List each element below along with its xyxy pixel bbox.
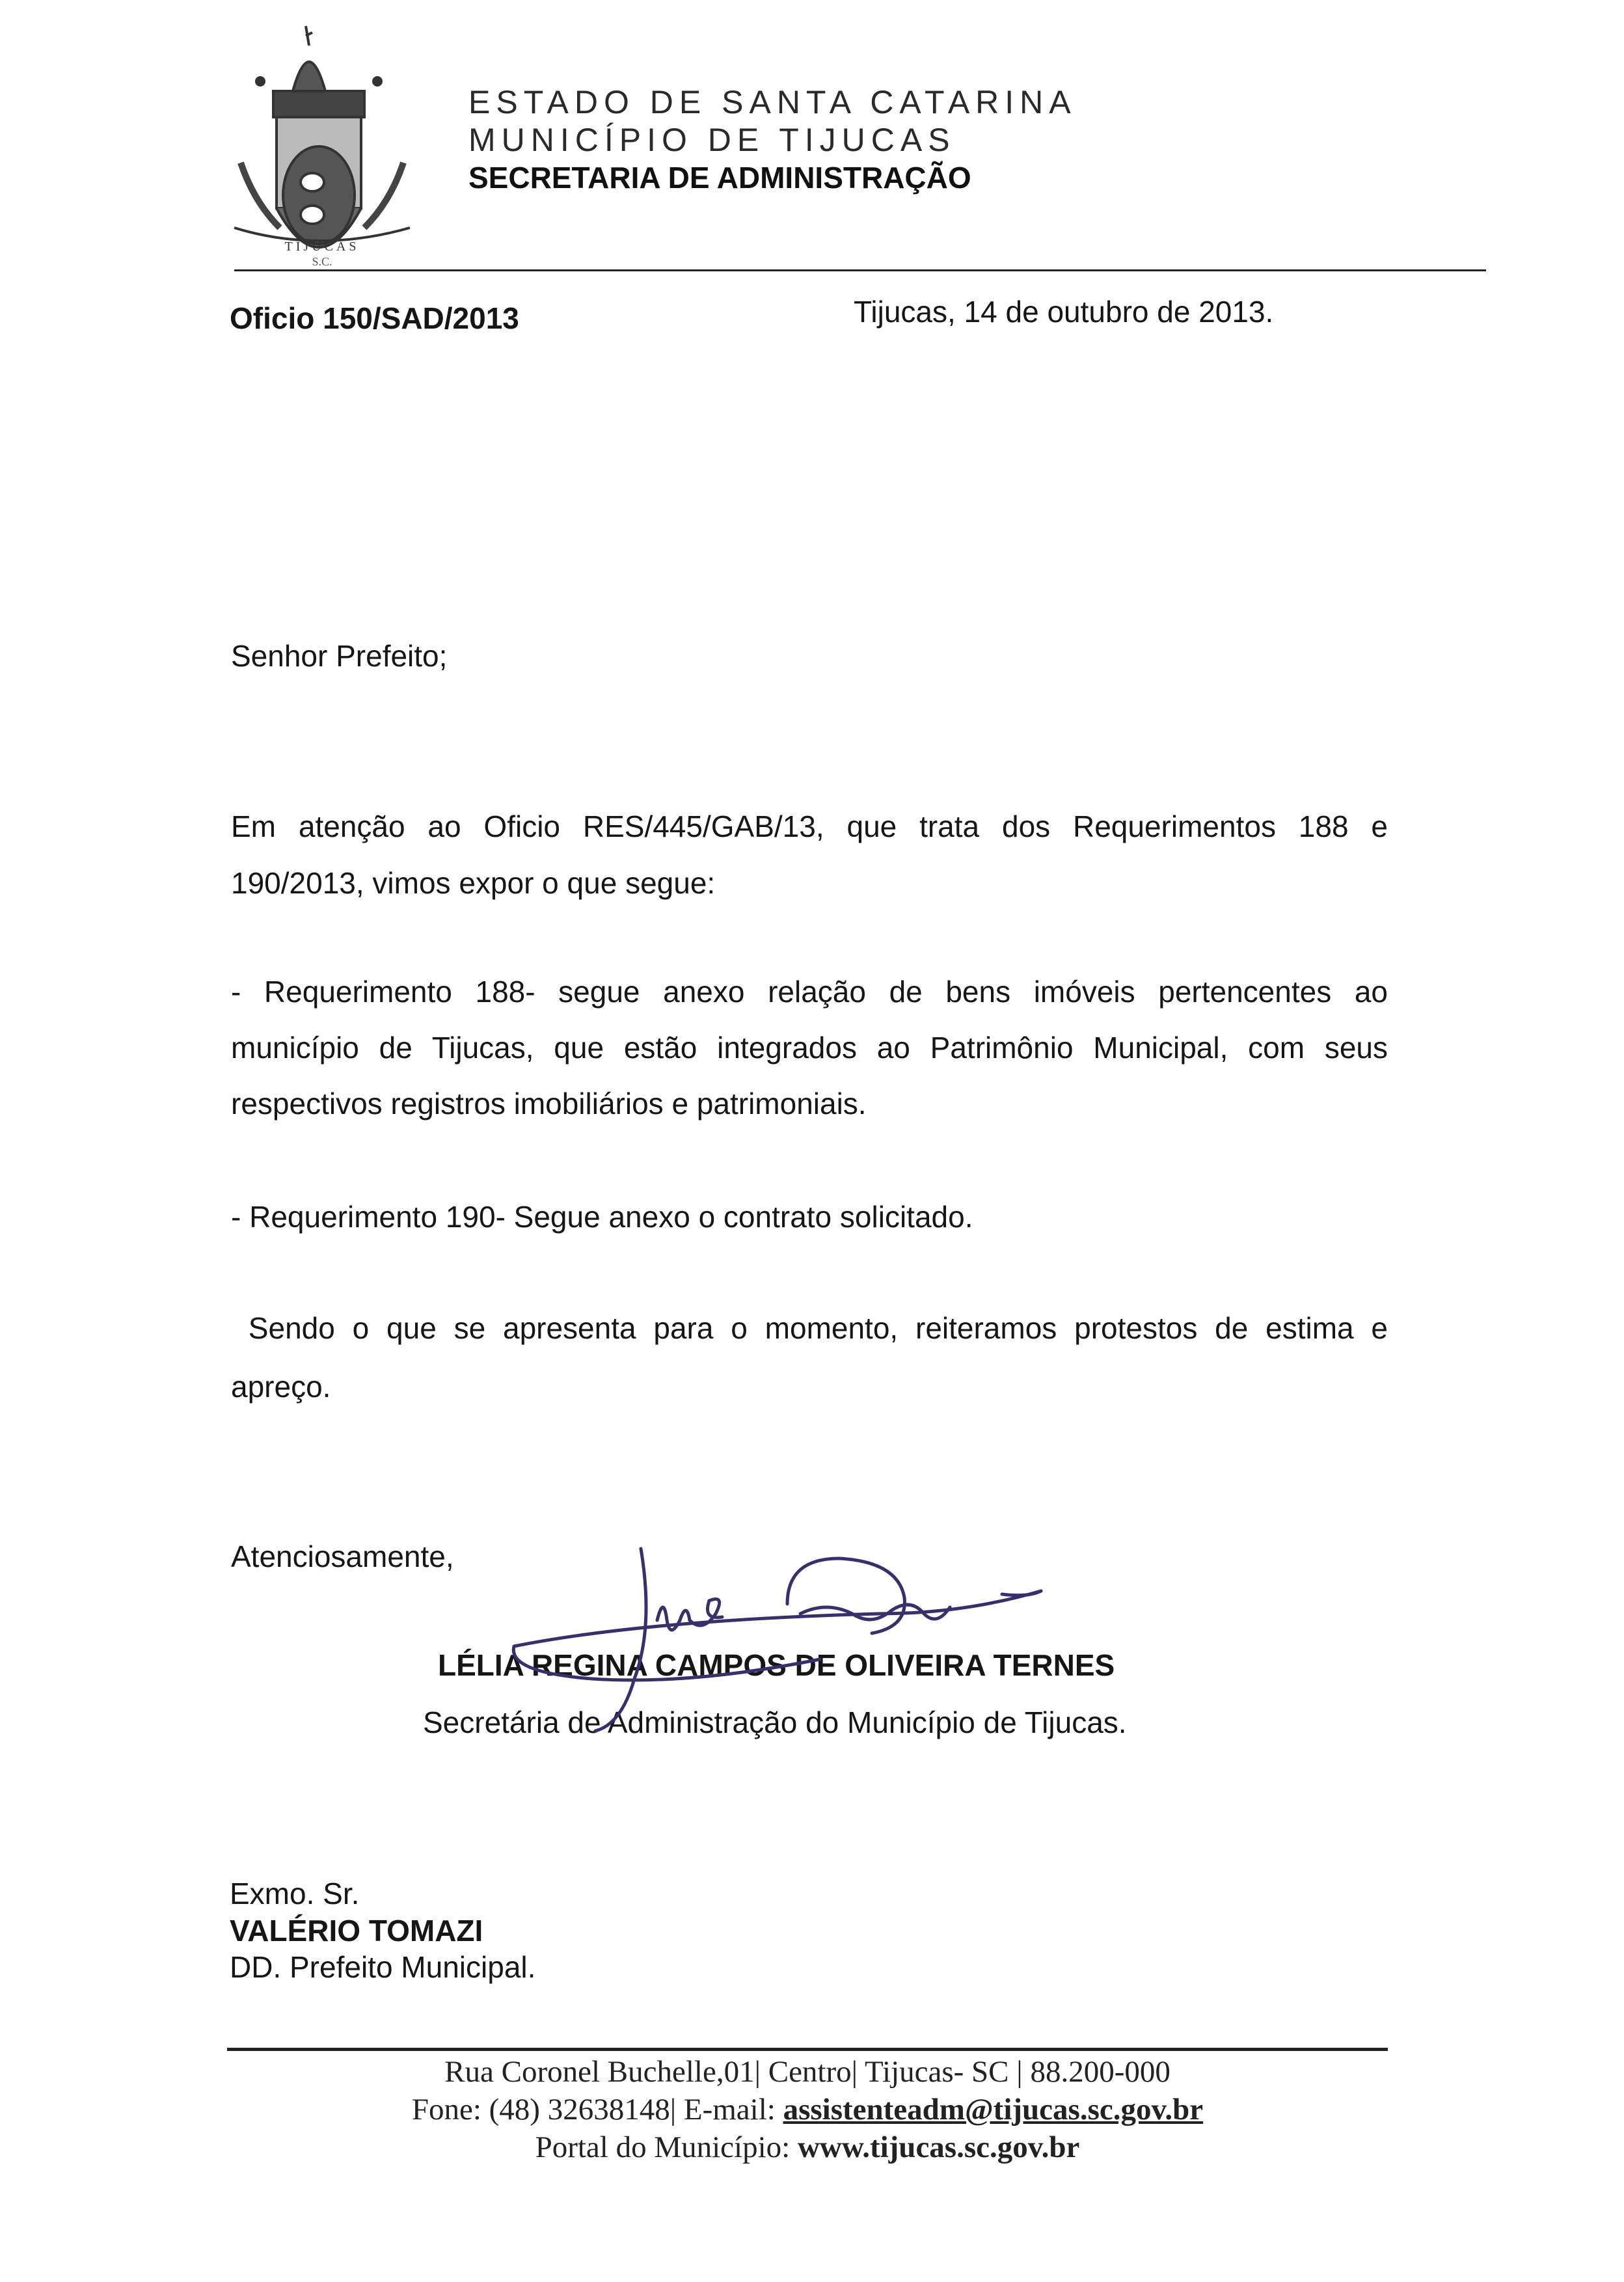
date-line: Tijucas, 14 de outubro de 2013. xyxy=(854,295,1274,329)
footer-portal-link[interactable]: www.tijucas.sc.gov.br xyxy=(797,2130,1080,2164)
letterhead-department: SECRETARIA DE ADMINISTRAÇÃO xyxy=(468,161,971,195)
footer-address: Rua Coronel Buchelle,01| Centro| Tijucas- SC | 88.200-000 xyxy=(444,2055,1171,2089)
footer-portal xyxy=(227,2130,1388,2165)
footer-phone: Fone: (48) 32638148| E-mail: xyxy=(411,2093,783,2126)
letterhead-state: ESTADO DE SANTA CATARINA xyxy=(468,84,1077,120)
municipal-crest-logo xyxy=(215,20,429,267)
closing: Atenciosamente, xyxy=(231,1540,454,1573)
signatory-name: LÉLIA REGINA CAMPOS DE OLIVEIRA TERNES xyxy=(438,1648,1115,1682)
paragraph-1-line-2: 190/2013, vimos expor o que segue: xyxy=(231,866,716,900)
handwritten-signature xyxy=(494,1542,1080,1737)
signatory-title: Secretária de Administração do Município de Tijucas. xyxy=(423,1705,1127,1739)
paragraph-2-line-1: - Requerimento 188- segue anexo relação de bens imóveis pertencentes ao xyxy=(231,975,1388,1009)
paragraph-2-line-3: respectivos registros imobiliários e patrimoniais. xyxy=(231,1087,867,1121)
addressee-name: VALÉRIO TOMAZI xyxy=(230,1914,483,1948)
footer-divider xyxy=(227,2048,1388,2051)
footer-contact xyxy=(227,2092,1388,2127)
paragraph-1-line-1: Em atenção ao Oficio RES/445/GAB/13, que trata dos Requerimentos 188 e xyxy=(231,809,1388,843)
footer-email-link[interactable]: assistenteadm@tijucas.sc.gov.br xyxy=(783,2093,1204,2126)
svg-text:TIJUCAS: TIJUCAS xyxy=(284,239,360,254)
addressee-honorific: Exmo. Sr. xyxy=(230,1877,360,1910)
paragraph-2-line-2: município de Tijucas, que estão integrados ao Patrimônio Municipal, com seus xyxy=(231,1031,1388,1065)
paragraph-4-line-2: apreço. xyxy=(231,1370,331,1404)
paragraph-4-line-1: Sendo o que se apresenta para o momento, reiteramos protestos de estima e xyxy=(231,1311,1388,1345)
letterhead-municipality: MUNICÍPIO DE TIJUCAS xyxy=(468,122,956,158)
salutation: Senhor Prefeito; xyxy=(231,639,448,673)
footer-portal-label: Portal do Município: xyxy=(535,2130,798,2164)
addressee-role: DD. Prefeito Municipal. xyxy=(230,1950,536,1984)
paragraph-3: - Requerimento 190- Segue anexo o contrato solicitado. xyxy=(231,1200,973,1234)
header-divider xyxy=(234,269,1486,271)
svg-text:S.C.: S.C. xyxy=(312,255,332,267)
document-reference: Oficio 150/SAD/2013 xyxy=(230,301,519,335)
